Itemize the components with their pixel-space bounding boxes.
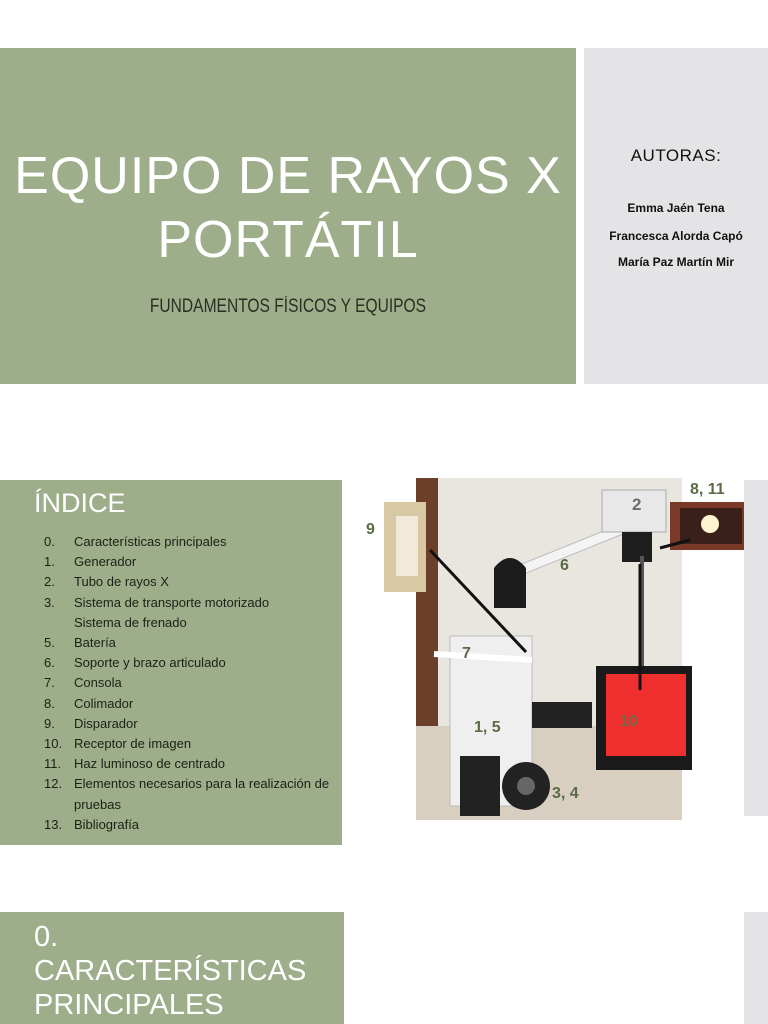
index-item: [44, 673, 334, 693]
slide-edge-strip: [744, 480, 768, 816]
index-item-number: 11.: [44, 756, 62, 772]
index-item-number: [44, 613, 74, 633]
index-item: [44, 754, 334, 774]
wheel-hub: [517, 777, 535, 795]
presentation-subtitle: FUNDAMENTOS FÍSICOS Y EQUIPOS: [149, 296, 427, 317]
index-item-number: 13.: [44, 816, 63, 832]
trigger-holder: [396, 516, 418, 576]
rear-base: [532, 702, 592, 728]
index-item-text: Tubo de rayos X: [74, 574, 169, 590]
index-item: [44, 593, 334, 613]
callout-10: 10: [620, 713, 638, 730]
index-item-number: 12.: [44, 776, 63, 792]
index-item-number: 0.: [44, 534, 55, 549]
callout-6: 6: [560, 557, 569, 574]
section-panel: [0, 912, 344, 1024]
index-item: [44, 774, 334, 794]
presentation-title-line1: EQUIPO DE RAYOS X: [14, 147, 562, 205]
light-spot: [701, 515, 719, 533]
arm-counterweight: [494, 558, 526, 608]
index-item: [44, 734, 334, 754]
index-item-text: Sistema de frenado: [74, 614, 187, 630]
author-name: Emma Jaén Tena: [627, 201, 725, 215]
index-item-text: Consola: [74, 675, 122, 691]
index-item-text: Características principales: [74, 534, 227, 549]
callout-3-4: 3, 4: [552, 785, 579, 802]
index-item-text: Disparador: [74, 715, 138, 731]
index-item-text: Sistema de transporte motorizado: [74, 594, 270, 610]
index-item: [44, 532, 334, 552]
callout-8-11: 8, 11: [690, 481, 725, 498]
author-name: María Paz Martín Mir: [617, 255, 735, 269]
index-item: [44, 795, 334, 815]
index-item-text: Bibliografía: [74, 816, 140, 832]
index-item-text: Generador: [74, 554, 137, 570]
index-item: [44, 653, 334, 673]
index-item-number: 2.: [44, 574, 55, 590]
slide-edge-strip: [744, 912, 768, 1024]
presentation-title-line2: PORTÁTIL: [157, 211, 419, 269]
image-receptor: [606, 674, 686, 756]
index-item-number: 1.: [44, 554, 55, 570]
index-item-number: 10.: [44, 736, 63, 752]
index-panel: [0, 480, 342, 845]
index-item-number: 5.: [44, 635, 55, 651]
index-item: [44, 714, 334, 734]
base-unit: [460, 756, 500, 816]
index-item: [44, 694, 334, 714]
collimator: [622, 532, 652, 562]
callout-1-5: 1, 5: [474, 719, 501, 736]
index-item-number: 9.: [44, 715, 55, 731]
index-item: [44, 613, 334, 633]
callout-7: 7: [462, 645, 471, 662]
index-item: [44, 633, 334, 653]
xray-equipment-photo: [366, 476, 754, 824]
section-title: 0. CARACTERÍSTICAS PRINCIPALES: [34, 921, 307, 1021]
index-item-number: [44, 795, 74, 815]
index-item-number: 8.: [44, 695, 55, 711]
index-item-text: Colimador: [74, 695, 134, 711]
authors-heading: AUTORAS:: [630, 146, 722, 165]
callout-9: 9: [366, 521, 375, 538]
title-slide-panel: [0, 48, 576, 384]
index-item-number: 3.: [44, 594, 55, 610]
index-item-text: Haz luminoso de centrado: [74, 756, 226, 772]
author-name: Francesca Alorda Capó: [609, 229, 743, 243]
index-item-text: Batería: [74, 635, 116, 651]
index-heading: ÍNDICE: [34, 488, 126, 518]
index-item: [44, 572, 334, 592]
index-item: [44, 815, 334, 835]
callout-2: 2: [632, 495, 642, 514]
authors-panel: [584, 48, 768, 384]
index-item: [44, 552, 334, 572]
index-item-text: pruebas: [74, 796, 121, 812]
index-list: [44, 532, 334, 835]
index-item-text: Soporte y brazo articulado: [74, 655, 226, 671]
index-item-number: 7.: [44, 675, 55, 691]
index-item-number: 6.: [44, 655, 55, 671]
index-item-text: Receptor de imagen: [74, 736, 192, 752]
index-item-text: Elementos necesarios para la realización de: [74, 776, 330, 792]
